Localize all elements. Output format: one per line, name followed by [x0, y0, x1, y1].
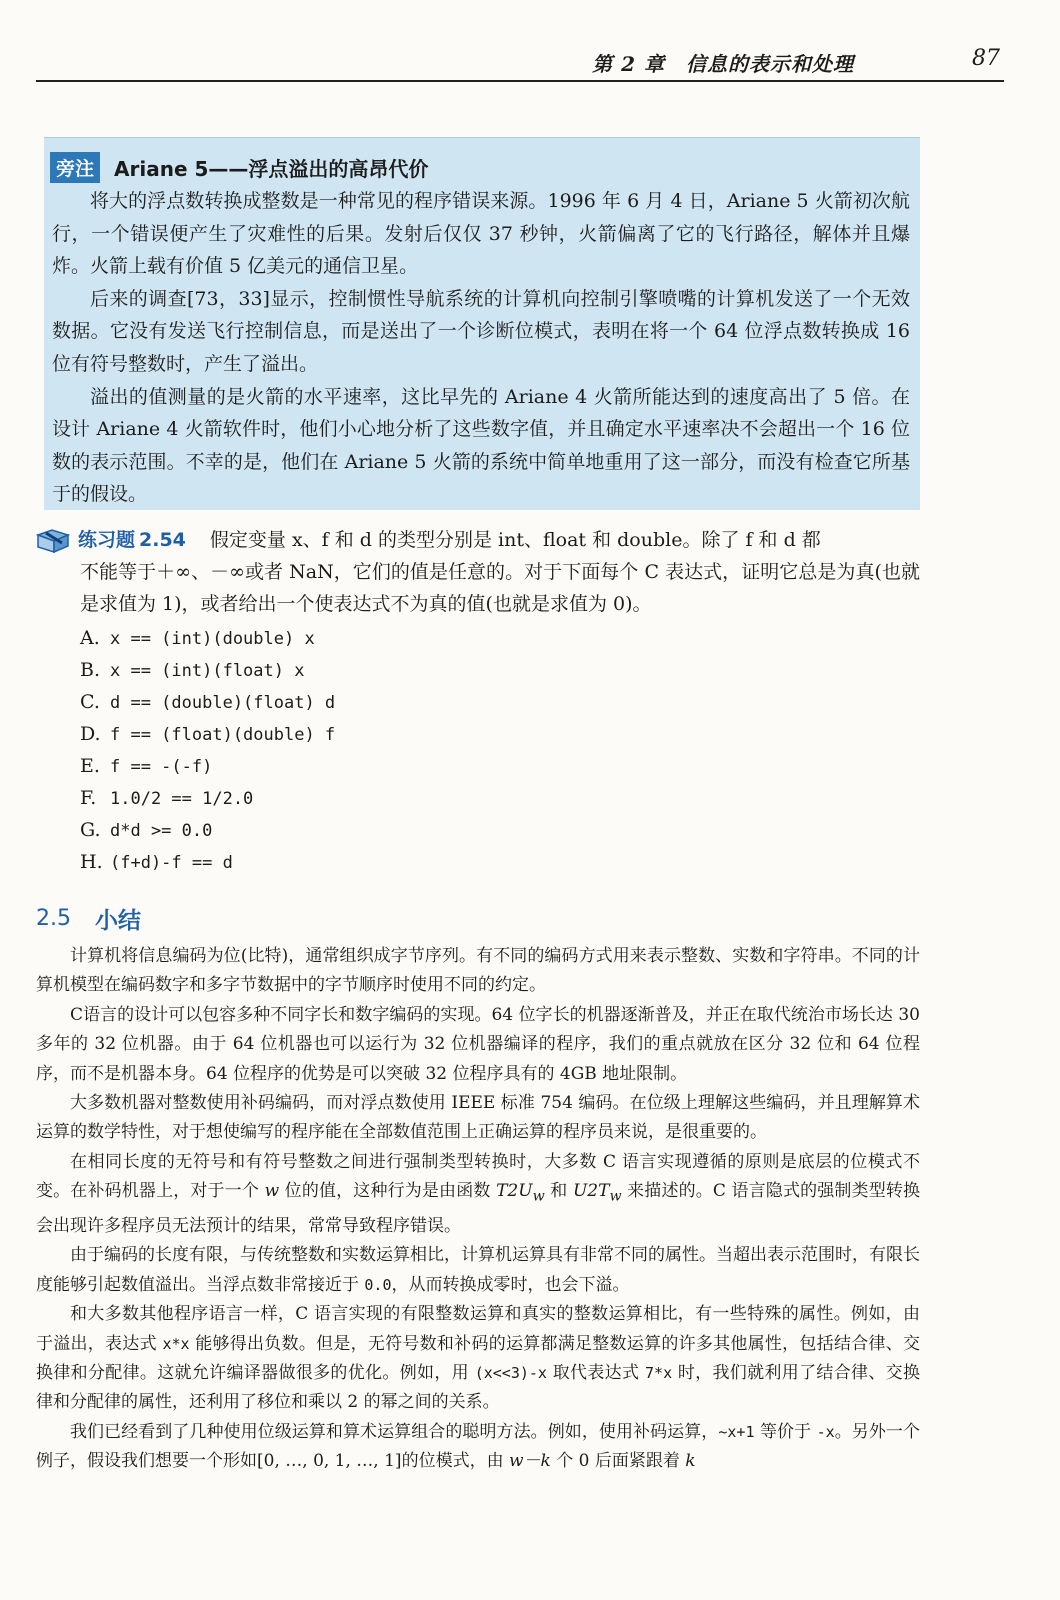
aside-title-row	[50, 152, 428, 182]
summary-paragraph	[36, 1418, 920, 1477]
option-code: 1.0/2 == 1/2.0	[110, 789, 254, 809]
summary-paragraph: C语言的设计可以包容多种不同字长和数字编码的实现。64 位字长的机器逐渐普及，并正在取代统治市场长达 30 多年的 32 位机器。由于 64 位机器也可以运行为 32 位机器编译的程序，我们的重点就放在区分 32 位和 64 位程序，而不是机器本身。64 位程序的优势是可以突破 32 位程序具有的 4GB 地址限制。	[36, 1004, 920, 1084]
summary-paragraph	[36, 1241, 920, 1300]
text-run: 个 0 后面紧跟着	[550, 1451, 686, 1472]
text-run: 我们已经看到了几种使用位级运算和算术运算组合的聪明方法。例如，使用补码运算，	[70, 1421, 719, 1442]
option-f	[80, 782, 920, 814]
exercise-label-text: 练习题	[78, 529, 136, 551]
option-e	[80, 750, 920, 782]
option-letter: G.	[80, 819, 101, 841]
exercise-number: 2.54	[139, 529, 186, 551]
math-k: k	[685, 1451, 696, 1472]
option-code: d*d >= 0.0	[110, 821, 213, 841]
section-heading	[36, 900, 141, 936]
exercise-block	[36, 524, 920, 878]
section-title: 小结	[95, 907, 141, 934]
summary-paragraph: 计算机将信息编码为位(比特)，通常组织成字节序列。有不同的编码方式用来表示整数、实数和字符串。不同的计算机模型在编码数字和多字节数据中的字节顺序时使用不同的约定。	[36, 946, 920, 996]
inline-code: ~x+1	[718, 1422, 755, 1441]
page-header	[36, 44, 1004, 82]
text-run: 。另外一个例子，假设我们想要一个形如[0, …, 0, 1, …, 1]的位模式，由	[36, 1421, 920, 1472]
chapter-title: 第 2 章 信息的表示和处理	[592, 52, 854, 76]
exercise-header	[36, 524, 920, 556]
aside-badge: 旁注	[50, 152, 100, 183]
exercise-intro-rest: 不能等于＋∞、－∞或者 NaN，它们的值是任意的。对于下面每个 C 表达式，证明它总是为真(也就是求值为 1)，或者给出一个使表达式不为真的值(也就是求值为 0)。	[80, 561, 920, 615]
page-number: 87	[972, 46, 1000, 71]
option-a	[80, 622, 920, 654]
option-d	[80, 718, 920, 750]
exercise-intro-line1: 假定变量 x、f 和 d 的类型分别是 int、float 和 double。除了 f 和 d 都	[209, 529, 821, 551]
option-code: d == (double)(float) d	[110, 693, 336, 713]
option-h	[80, 846, 920, 878]
math-t2u: T2U	[496, 1181, 533, 1202]
text-run: 和大多数其他程序语言一样，C 语言实现的有限整数运算和真实的整数运算相比，有一些特殊的属性。例如，由于溢出，表达式	[36, 1304, 920, 1354]
text-run: ，从而转换成零时，也会下溢。	[391, 1274, 630, 1295]
option-code: f == (float)(double) f	[110, 725, 336, 745]
text-run: 取代表达式	[546, 1363, 646, 1384]
math-u2t: U2T	[572, 1181, 610, 1202]
option-letter: H.	[80, 851, 103, 873]
option-letter: A.	[80, 627, 100, 649]
math-w-minus-k: w－k	[508, 1451, 551, 1472]
text-run: 时，我们就利用了结合律、交换律和分配律的属性，还利用了移位和乘以 2 的幂之间的关系。	[36, 1363, 920, 1413]
option-letter: E.	[80, 755, 100, 777]
option-c	[80, 686, 920, 718]
aside-body	[52, 185, 910, 511]
text-run: 位的值，这种行为是由函数	[279, 1181, 497, 1202]
text-run: 在相同长度的无符号和有符号整数之间进行强制类型转换时，大多数 C 语言实现遵循的原则是底层的位模式不变。在补码机器上，对于一个	[36, 1151, 920, 1202]
text-run: 来描述的。C 语言隐式的强制类型转换会出现许多程序员无法预计的结果，常常导致程序错误。	[36, 1181, 921, 1237]
inline-code: -x	[816, 1422, 835, 1441]
option-code: (f+d)-f == d	[110, 853, 233, 873]
summary-body	[36, 942, 920, 1477]
text-run: 等价于	[754, 1421, 817, 1442]
text-run: 由于编码的长度有限，与传统整数和实数运算相比，计算机运算具有非常不同的属性。当超出表示范围时，有限长度能够引起数值溢出。当浮点数非常接近于	[36, 1245, 920, 1295]
option-letter: B.	[80, 659, 101, 681]
option-code: f == -(-f)	[110, 757, 213, 777]
option-code: x == (int)(double) x	[110, 629, 315, 649]
aside-paragraph: 后来的调查[73，33]显示，控制惯性导航系统的计算机向控制引擎喷嘴的计算机发送了一个无效数据。它没有发送飞行控制信息，而是送出了一个诊断位模式，表明在将一个 64 位浮点数转换成 16 位有符号整数时，产生了溢出。	[52, 287, 910, 375]
option-letter: D.	[80, 723, 101, 745]
math-subscript: w	[532, 1188, 545, 1205]
summary-paragraph: 大多数机器对整数使用补码编码，而对浮点数使用 IEEE 标准 754 编码。在位级上理解这些编码，并且理解算术运算的数学特性，对于想使编写的程序能在全部数值范围上正确运算的程序员来说，是很重要的。	[36, 1093, 920, 1143]
summary-paragraph	[36, 1300, 920, 1418]
section-number: 2.5	[36, 905, 71, 931]
option-code: x == (int)(float) x	[110, 661, 305, 681]
option-g	[80, 814, 920, 846]
aside-title: Ariane 5——浮点溢出的高昂代价	[114, 156, 429, 181]
text-run: 和	[544, 1181, 573, 1202]
exercise-options	[36, 622, 920, 878]
aside-paragraph: 溢出的值测量的是火箭的水平速率，这比早先的 Ariane 4 火箭所能达到的速度高出了 5 倍。在设计 Ariane 4 火箭软件时，他们小心地分析了这些数字值，并且确定水平速率决不会超出一个 16 位数的表示范围。不幸的是，他们在 Ariane 5 火箭的系统中简单地重用了这一部分，而没有检查它所基于的假设。	[52, 385, 910, 506]
option-letter: F.	[80, 787, 97, 809]
inline-code: 7*x	[645, 1364, 673, 1383]
pencil-notebook-icon	[36, 527, 70, 553]
exercise-label	[78, 524, 186, 556]
text-run: 能够得出负数。但是，无符号数和补码的运算都满足整数运算的许多其他属性，包括结合律、交换律和分配律。这就允许编译器做很多的优化。例如，用	[36, 1333, 920, 1384]
inline-code: 0.0	[364, 1275, 392, 1294]
option-letter: C.	[80, 691, 100, 713]
inline-code: (x<<3)-x	[474, 1364, 547, 1383]
math-subscript: w	[609, 1188, 622, 1205]
option-b	[80, 654, 920, 686]
aside-paragraph: 将大的浮点数转换成整数是一种常见的程序错误来源。1996 年 6 月 4 日，Ariane 5 火箭初次航行，一个错误便产生了灾难性的后果。发射后仅仅 37 秒钟，火箭偏离了它的飞行路径，解体并且爆炸。火箭上载有价值 5 亿美元的通信卫星。	[52, 190, 910, 278]
inline-code: x*x	[162, 1334, 190, 1353]
aside-box	[44, 137, 920, 510]
math-w: w	[264, 1181, 280, 1202]
summary-paragraph	[36, 1148, 920, 1242]
